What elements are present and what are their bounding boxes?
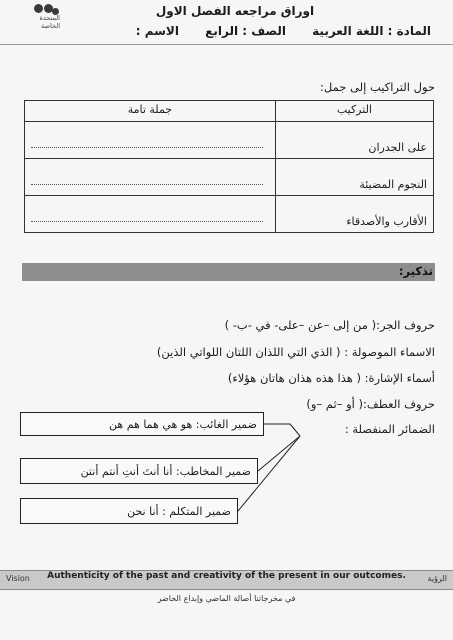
phrase-cell: الأقارب والأصدقاء [275,196,433,233]
name-label: الاسم : [135,24,179,38]
section1-instruction: حول التراكيب إلى جمل: [320,80,435,94]
conjunctions-line: حروف العطف:( أو –ثم –و) [306,397,435,411]
phrase-cell: النجوم المضيئة [275,159,433,196]
grade-label: الصف : الرابع [205,24,286,38]
header-full-sentence: جملة تامة [25,101,276,122]
pronoun-box-absent: ضمير الغائب: هو هي هما هم هن [20,412,264,436]
page-title: اوراق مراجعه الفصل الاول [155,4,315,18]
footer-vision-ar: الرؤية [427,574,447,583]
demonstratives-line: أسماء الإشارة: ( هذا هذه هذان هاتان هؤلاء) [227,371,435,385]
phrase-cell: على الجدران [275,122,433,159]
header-phrase: التركيب [275,101,433,122]
pronouns-line: الضمائر المنفصلة : [344,422,435,436]
footer-motto-en: Authenticity of the past and creativity of the present in our outcomes. [47,571,406,581]
footer-motto-ar: في مخرجاتنا أصالة الماضي وإبداع الحاضر [157,594,296,603]
pronoun-box-speaker: ضمير المتكلم : أنا نحن [20,498,238,524]
pronoun-box-addressee: ضمير المخاطب: أنا أنتَ أنتِ أنتم أنتن [20,458,258,484]
logo-text: المتحدة الخاصة [39,14,60,30]
relative-pronouns-line: الاسماء الموصولة : ( الذي التي اللذان اللتان اللواتي الذين) [156,345,435,359]
prepositions-line: حروف الجر:( من إلى –عن –على- في -ب- ) [224,318,435,332]
subject-label: المادة : اللغة العربية [312,24,431,38]
footer-vision-en: Vision [6,574,30,583]
reminder-label: تذكير: [398,264,433,278]
